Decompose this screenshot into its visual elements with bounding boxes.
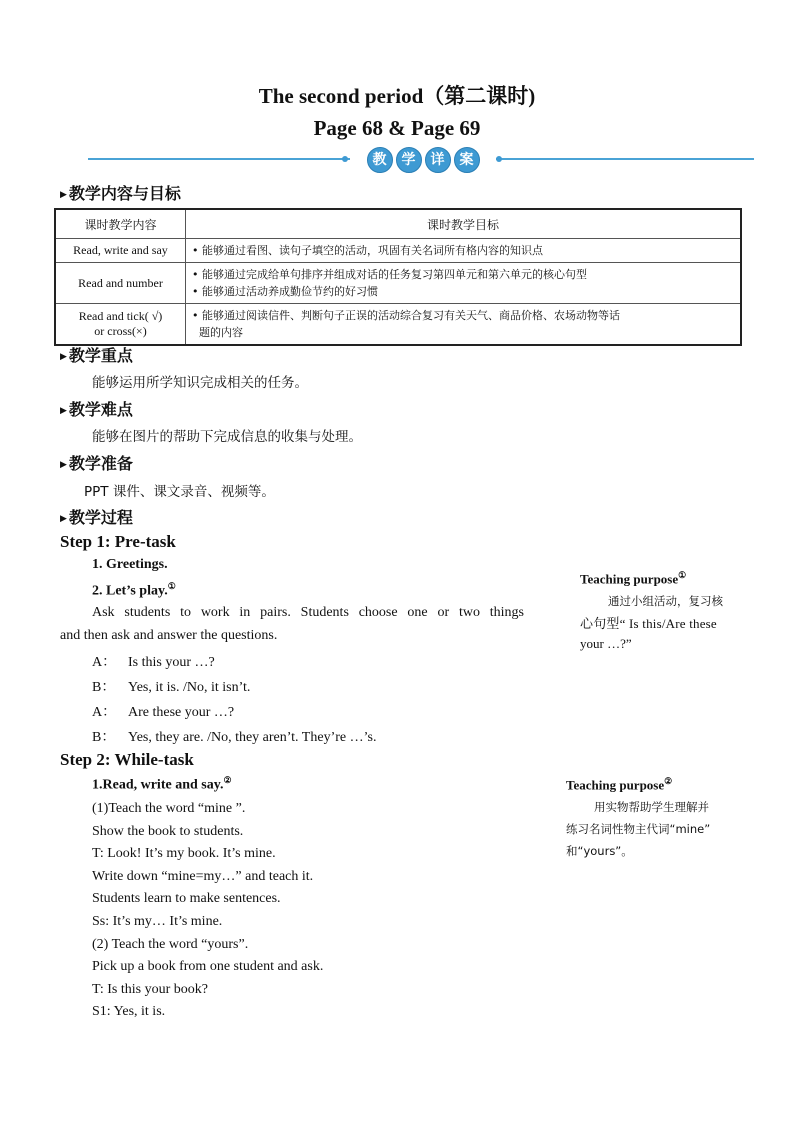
- section-heading-difficulties: ▶ 教学难点: [60, 400, 133, 419]
- goal-bullet: • 能够通过阅读信件、判断句子正误的活动综合复习有关天气、商品价格、农场动物等话: [192, 309, 620, 322]
- step2-line: S1: Yes, it is.: [92, 1004, 166, 1019]
- step2-line: Write down “mine=my…” and teach it.: [92, 869, 314, 884]
- sidenote-line: 通过小组活动，复习核: [608, 594, 723, 609]
- sidenote-title: Teaching purpose②: [566, 776, 673, 793]
- banner-char: 教: [367, 147, 393, 173]
- triangle-bullet-icon: ▶: [60, 460, 67, 470]
- content-line: Read and tick( √): [78, 309, 163, 323]
- table-cell-content: Read, write and say: [55, 239, 186, 263]
- section-heading-preparation: ▶ 教学准备: [60, 454, 133, 473]
- step1-item1: 1. Greetings.: [92, 557, 168, 572]
- key-points-text: 能够运用所学知识完成相关的任务。: [92, 375, 308, 391]
- triangle-bullet-icon: ▶: [60, 352, 67, 362]
- page-subtitle: Page 68 & Page 69: [313, 116, 481, 140]
- goals-table: [54, 208, 742, 346]
- step1-heading: Step 1: Pre-task: [60, 532, 176, 551]
- step2-line: (2) Teach the word “yours”.: [92, 937, 249, 952]
- banner-char: 学: [396, 147, 422, 173]
- sidenote-line: 练习名词性物主代词“mine”: [566, 822, 711, 837]
- page-title: The second period（第二课时): [258, 84, 536, 108]
- banner-dot-left-icon: [340, 154, 350, 164]
- step1-paragraph-line: and then ask and answer the questions.: [60, 628, 278, 643]
- sidenote-teaching-purpose-1: [580, 570, 750, 652]
- preparation-text: PPT 课件、课文录音、视频等。: [84, 484, 275, 500]
- triangle-bullet-icon: ▶: [60, 514, 67, 524]
- dialog-line: B： Yes, it is. /No, it isn’t.: [92, 680, 251, 695]
- footnote-mark: ②: [223, 775, 232, 785]
- step2-line: (1)Teach the word “mine ”.: [92, 801, 246, 816]
- goal-bullet: • 能够通过活动养成勤俭节约的好习惯: [192, 285, 378, 298]
- step2-item1: 1.Read, write and say.②: [92, 775, 232, 793]
- goal-bullet: 题的内容: [192, 326, 243, 339]
- banner-char: 详: [425, 147, 451, 173]
- banner-line-right: [496, 158, 754, 160]
- sidenote-line: 用实物帮助学生理解并: [594, 800, 709, 815]
- dialog-line: A： Is this your …?: [92, 655, 215, 670]
- triangle-bullet-icon: ▶: [60, 190, 67, 200]
- teaching-plan-banner: [354, 148, 492, 172]
- step1-paragraph-line: Ask students to work in pairs. Students choose one or two things: [92, 605, 524, 620]
- dialog-line: A： Are these your …?: [92, 705, 235, 720]
- table-cell-content: Read and number: [55, 263, 186, 304]
- step2-heading: Step 2: While-task: [60, 750, 194, 769]
- table-cell-goal: [186, 304, 742, 346]
- step2-line: T: Is this your book?: [92, 982, 208, 997]
- table-cell-goal: • 能够通过看图、读句子填空的活动，巩固有关名词所有格内容的知识点: [186, 239, 742, 263]
- footnote-mark: ①: [167, 581, 176, 591]
- dialog-line: B： Yes, they are. /No, they aren’t. They’re …’s.: [92, 730, 377, 745]
- content-line: or cross(×): [94, 324, 147, 338]
- banner-line-left: [88, 158, 350, 160]
- table-cell-content: [55, 304, 186, 346]
- section-heading-process: ▶ 教学过程: [60, 508, 133, 527]
- sidenote-teaching-purpose-2: [566, 776, 746, 859]
- table-header-cell: 课时教学内容: [55, 209, 186, 239]
- table-row: [55, 304, 741, 346]
- step2-line: T: Look! It’s my book. It’s mine.: [92, 846, 276, 861]
- banner-char: 案: [454, 147, 480, 173]
- sidenote-title: Teaching purpose①: [580, 570, 687, 587]
- table-row: [55, 263, 741, 304]
- section-heading-content-goals: ▶ 教学内容与目标: [60, 184, 181, 203]
- step1-item2: 2. Let’s play.①: [92, 581, 176, 599]
- table-row: [55, 239, 741, 263]
- sidenote-line: 心句型“ Is this/Are these: [580, 616, 717, 632]
- sidenote-line: your …?”: [580, 636, 632, 652]
- step2-line: Show the book to students.: [92, 824, 244, 839]
- banner-dot-right-icon: [494, 154, 504, 164]
- triangle-bullet-icon: ▶: [60, 406, 67, 416]
- step2-line: Students learn to make sentences.: [92, 891, 281, 906]
- step2-line: Ss: It’s my… It’s mine.: [92, 914, 223, 929]
- step2-line: Pick up a book from one student and ask.: [92, 959, 324, 974]
- goal-bullet: • 能够通过完成给单句排序并组成对话的任务复习第四单元和第六单元的核心句型: [192, 268, 587, 281]
- difficulties-text: 能够在图片的帮助下完成信息的收集与处理。: [92, 429, 362, 445]
- table-header-row: [55, 209, 741, 239]
- section-heading-key-points: ▶ 教学重点: [60, 346, 133, 365]
- table-cell-goal: [186, 263, 742, 304]
- sidenote-line: 和“yours”。: [566, 844, 633, 859]
- table-header-cell: 课时教学目标: [186, 209, 742, 239]
